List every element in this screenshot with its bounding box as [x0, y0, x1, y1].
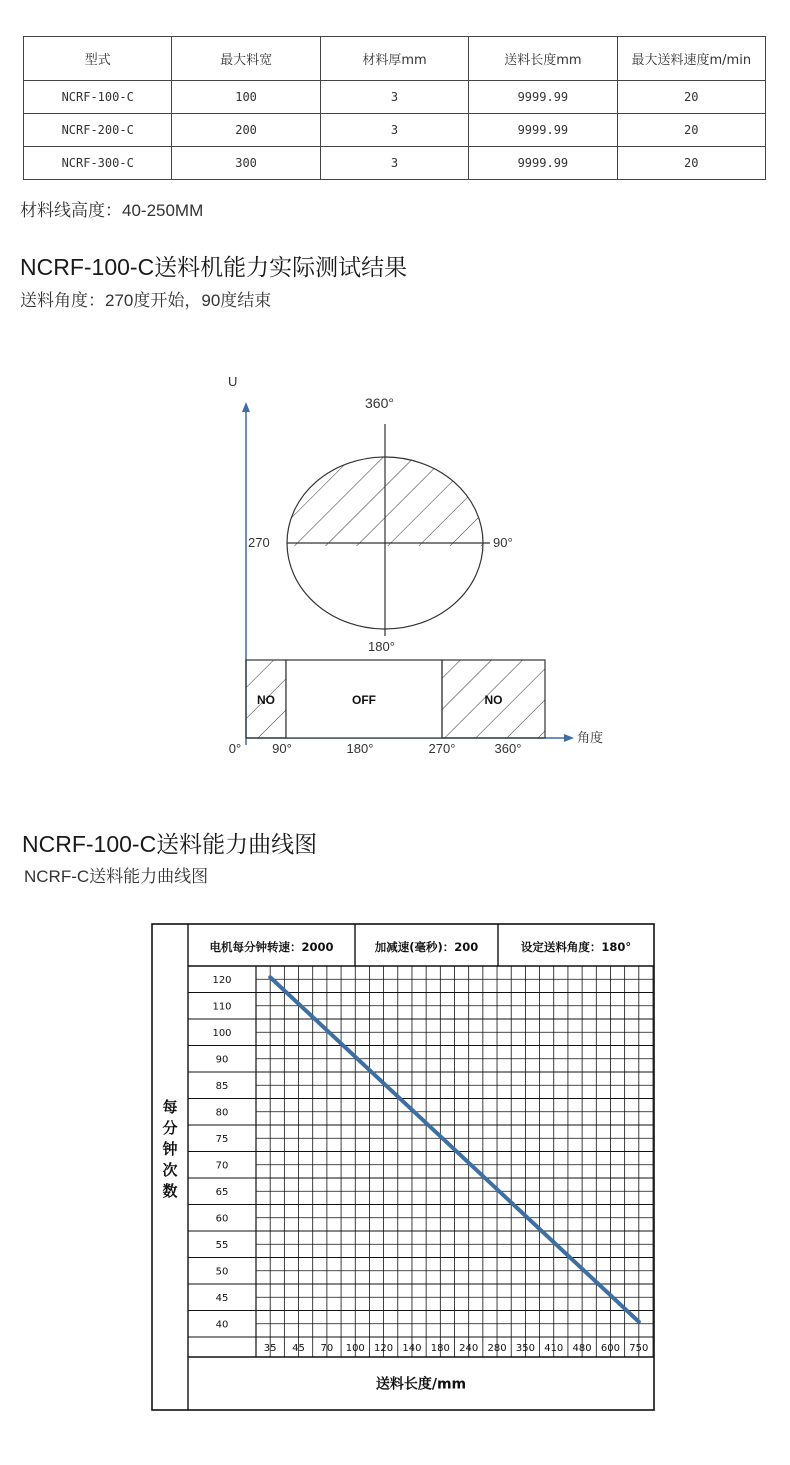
circle-label-left: 270 — [248, 535, 270, 550]
cell-thickness: 3 — [320, 81, 468, 114]
chart-x-tick: 120 — [374, 1343, 394, 1354]
x-axis-arrow-icon — [564, 734, 574, 742]
x-axis-label: 角度 — [577, 730, 604, 745]
chart-header-cell: 设定送料角度：180° — [520, 940, 632, 954]
cell-max-width: 200 — [172, 114, 320, 147]
chart-y-tick: 65 — [215, 1187, 229, 1198]
cell-model: NCRF-300-C — [24, 147, 172, 180]
capacity-chart — [150, 922, 656, 1414]
cell-model: NCRF-100-C — [24, 81, 172, 114]
chart-y-tick: 110 — [212, 1001, 232, 1013]
cell-max-width: 300 — [172, 147, 320, 180]
capacity-curve-subtitle: NCRF-C送料能力曲线图 — [24, 867, 209, 886]
chart-y-tick: 80 — [215, 1107, 229, 1119]
chart-x-tick: 100 — [345, 1343, 365, 1354]
diagram-x-tick: 90° — [272, 741, 292, 756]
table-row — [24, 81, 766, 114]
chart-x-tick: 70 — [320, 1343, 334, 1354]
chart-y-tick: 120 — [212, 975, 232, 986]
chart-x-label: 送料长度/mm — [375, 1376, 467, 1393]
chart-y-tick: 45 — [215, 1293, 229, 1304]
table-row — [24, 114, 766, 147]
circle-label-right: 90° — [493, 535, 513, 550]
cell-feed-length: 9999.99 — [469, 114, 617, 147]
on-off-segments — [246, 660, 545, 738]
chart-y-label-char: 钟 — [162, 1140, 178, 1158]
chart-y-tick: 90 — [215, 1054, 229, 1066]
segment-label: NO — [257, 693, 275, 707]
segment-label: OFF — [352, 693, 376, 707]
header-model: 型式 — [24, 37, 172, 81]
chart-x-tick: 140 — [402, 1343, 422, 1354]
header-max-width: 最大料宽 — [172, 37, 320, 81]
chart-y-tick: 100 — [212, 1028, 232, 1039]
chart-x-tick: 45 — [292, 1343, 305, 1354]
diagram-x-tick: 180° — [346, 741, 374, 756]
chart-x-tick: 350 — [515, 1343, 535, 1354]
cell-feed-length: 9999.99 — [469, 81, 617, 114]
section-title-test-result: NCRF-100-C送料机能力实际测试结果 — [20, 254, 408, 280]
chart-y-label — [161, 1098, 177, 1200]
cell-max-speed: 20 — [617, 147, 765, 180]
header-thickness: 材料厚mm — [320, 37, 468, 81]
table-row — [24, 147, 766, 180]
chart-y-label-char: 每 — [162, 1098, 178, 1116]
header-feed-length: 送料长度mm — [469, 37, 617, 81]
cell-max-speed: 20 — [617, 114, 765, 147]
chart-y-label-char: 次 — [162, 1161, 178, 1179]
diagram-x-tick: 270° — [428, 741, 456, 756]
chart-header-cell: 电机每分钟转速：2000 — [209, 940, 334, 954]
diagram-x-ticks — [229, 741, 522, 756]
chart-x-tick: 600 — [600, 1343, 621, 1354]
chart-y-tick: 75 — [215, 1134, 229, 1145]
chart-y-tick: 85 — [215, 1081, 229, 1092]
chart-y-label-char: 分 — [162, 1119, 178, 1137]
diagram-x-tick: 360° — [494, 741, 522, 756]
chart-y-label-char: 数 — [162, 1182, 178, 1200]
chart-y-tick: 70 — [215, 1160, 229, 1172]
feed-angle-diagram — [200, 360, 620, 760]
material-line-height: 材料线高度：40-250MM — [20, 201, 204, 220]
cell-model: NCRF-200-C — [24, 114, 172, 147]
circle-label-bottom: 180° — [368, 639, 395, 654]
spec-table — [23, 36, 766, 180]
chart-x-tick: 750 — [629, 1343, 649, 1354]
segment-label: NO — [484, 693, 503, 707]
chart-x-tick: 35 — [263, 1343, 277, 1354]
y-axis-arrow-icon — [242, 402, 250, 412]
chart-y-tick: 50 — [215, 1266, 229, 1278]
chart-y-tick: 55 — [215, 1240, 229, 1251]
chart-x-tick: 280 — [487, 1343, 507, 1354]
feed-angle-note: 送料角度：270度开始，90度结束 — [20, 291, 272, 310]
chart-x-tick: 240 — [459, 1343, 479, 1354]
cell-max-width: 100 — [172, 81, 320, 114]
chart-x-tick: 410 — [544, 1343, 564, 1354]
chart-header-cell: 加减速(毫秒)：200 — [374, 940, 479, 954]
chart-x-tick: 180 — [430, 1343, 450, 1354]
cell-feed-length: 9999.99 — [469, 147, 617, 180]
chart-y-tick: 40 — [215, 1319, 229, 1331]
cell-max-speed: 20 — [617, 81, 765, 114]
y-axis-label: U — [228, 374, 238, 389]
header-max-speed: 最大送料速度m/min — [617, 37, 765, 81]
circle-label-top: 360° — [365, 395, 394, 411]
cell-thickness: 3 — [320, 147, 468, 180]
chart-x-tick: 480 — [572, 1343, 592, 1354]
chart-y-tick: 60 — [215, 1213, 229, 1225]
spec-table-header-row — [24, 37, 766, 81]
section-title-capacity-curve: NCRF-100-C送料能力曲线图 — [22, 831, 318, 857]
cell-thickness: 3 — [320, 114, 468, 147]
diagram-x-tick: 0° — [228, 741, 242, 756]
